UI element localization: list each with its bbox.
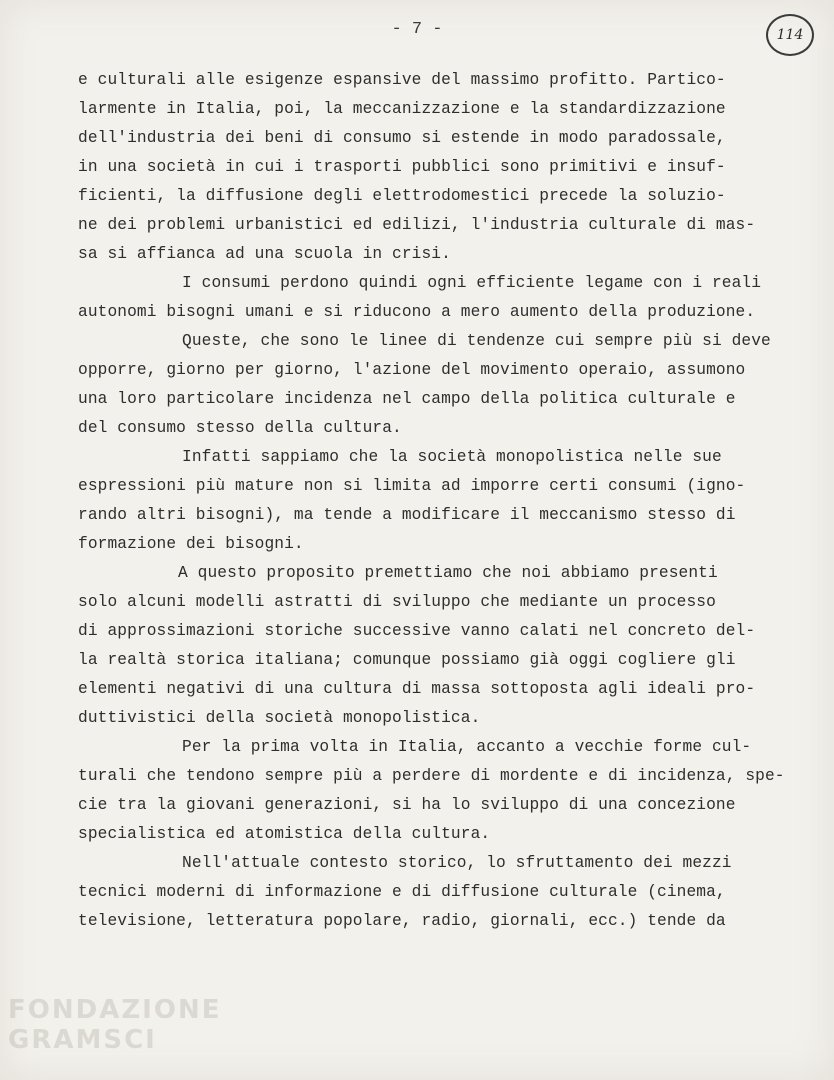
text-line: e culturali alle esigenze espansive del massimo profitto. Partico- xyxy=(78,71,726,89)
text-line: ne dei problemi urbanistici ed edilizi, l'industria culturale di mas- xyxy=(78,216,756,234)
text-line: una loro particolare incidenza nel campo della politica culturale e xyxy=(78,390,736,408)
text-line: sa si affianca ad una scuola in crisi. xyxy=(78,245,451,263)
paragraph-start-line: Nell'attuale contesto storico, lo sfruttamento dei mezzi xyxy=(182,854,732,872)
text-line: turali che tendono sempre più a perdere di mordente e di incidenza, spe- xyxy=(78,767,785,785)
text-line: elementi negativi di una cultura di massa sottoposta agli ideali pro- xyxy=(78,680,756,698)
paragraph-start-line: I consumi perdono quindi ogni efficiente legame con i reali xyxy=(182,274,762,292)
text-line: specialistica ed atomistica della cultura. xyxy=(78,825,491,843)
paragraph-start-line: Queste, che sono le linee di tendenze cui sempre più si deve xyxy=(182,332,771,350)
text-line: opporre, giorno per giorno, l'azione del movimento operaio, assumono xyxy=(78,361,746,379)
text-line: dell'industria dei beni di consumo si estende in modo paradossale, xyxy=(78,129,726,147)
text-line: tecnici moderni di informazione e di diffusione culturale (cinema, xyxy=(78,883,726,901)
folio-stamp: 114 xyxy=(766,14,814,56)
watermark-line: GRAMSCI xyxy=(8,1025,157,1055)
archive-watermark xyxy=(8,995,221,1055)
text-line: larmente in Italia, poi, la meccanizzazione e la standardizzazione xyxy=(78,100,726,118)
text-line: in una società in cui i trasporti pubblici sono primitivi e insuf- xyxy=(78,158,726,176)
text-line: ficienti, la diffusione degli elettrodomestici precede la soluzio- xyxy=(78,187,726,205)
text-line: formazione dei bisogni. xyxy=(78,535,304,553)
paragraph-start-line: Infatti sappiamo che la società monopolistica nelle sue xyxy=(182,448,722,466)
text-line: del consumo stesso della cultura. xyxy=(78,419,402,437)
typed-text-body xyxy=(78,66,785,936)
text-line: duttivistici della società monopolistica. xyxy=(78,709,481,727)
text-line: espressioni più mature non si limita ad imporre certi consumi (igno- xyxy=(78,477,746,495)
text-line: la realtà storica italiana; comunque possiamo già oggi cogliere gli xyxy=(78,651,736,669)
paragraph-start-line: A questo proposito premettiamo che noi abbiamo presenti xyxy=(178,564,718,582)
text-line: autonomi bisogni umani e si riducono a mero aumento della produzione. xyxy=(78,303,756,321)
text-line: cie tra la giovani generazioni, si ha lo sviluppo di una concezione xyxy=(78,796,736,814)
page-number: - 7 - xyxy=(391,20,443,39)
text-line: di approssimazioni storiche successive vanno calati nel concreto del- xyxy=(78,622,756,640)
text-line: televisione, letteratura popolare, radio, giornali, ecc.) tende da xyxy=(78,912,726,930)
text-line: solo alcuni modelli astratti di sviluppo che mediante un processo xyxy=(78,593,716,611)
text-line: rando altri bisogni), ma tende a modificare il meccanismo stesso di xyxy=(78,506,736,524)
paragraph-start-line: Per la prima volta in Italia, accanto a vecchie forme cul- xyxy=(182,738,752,756)
watermark-line: FONDAZIONE xyxy=(8,995,222,1025)
